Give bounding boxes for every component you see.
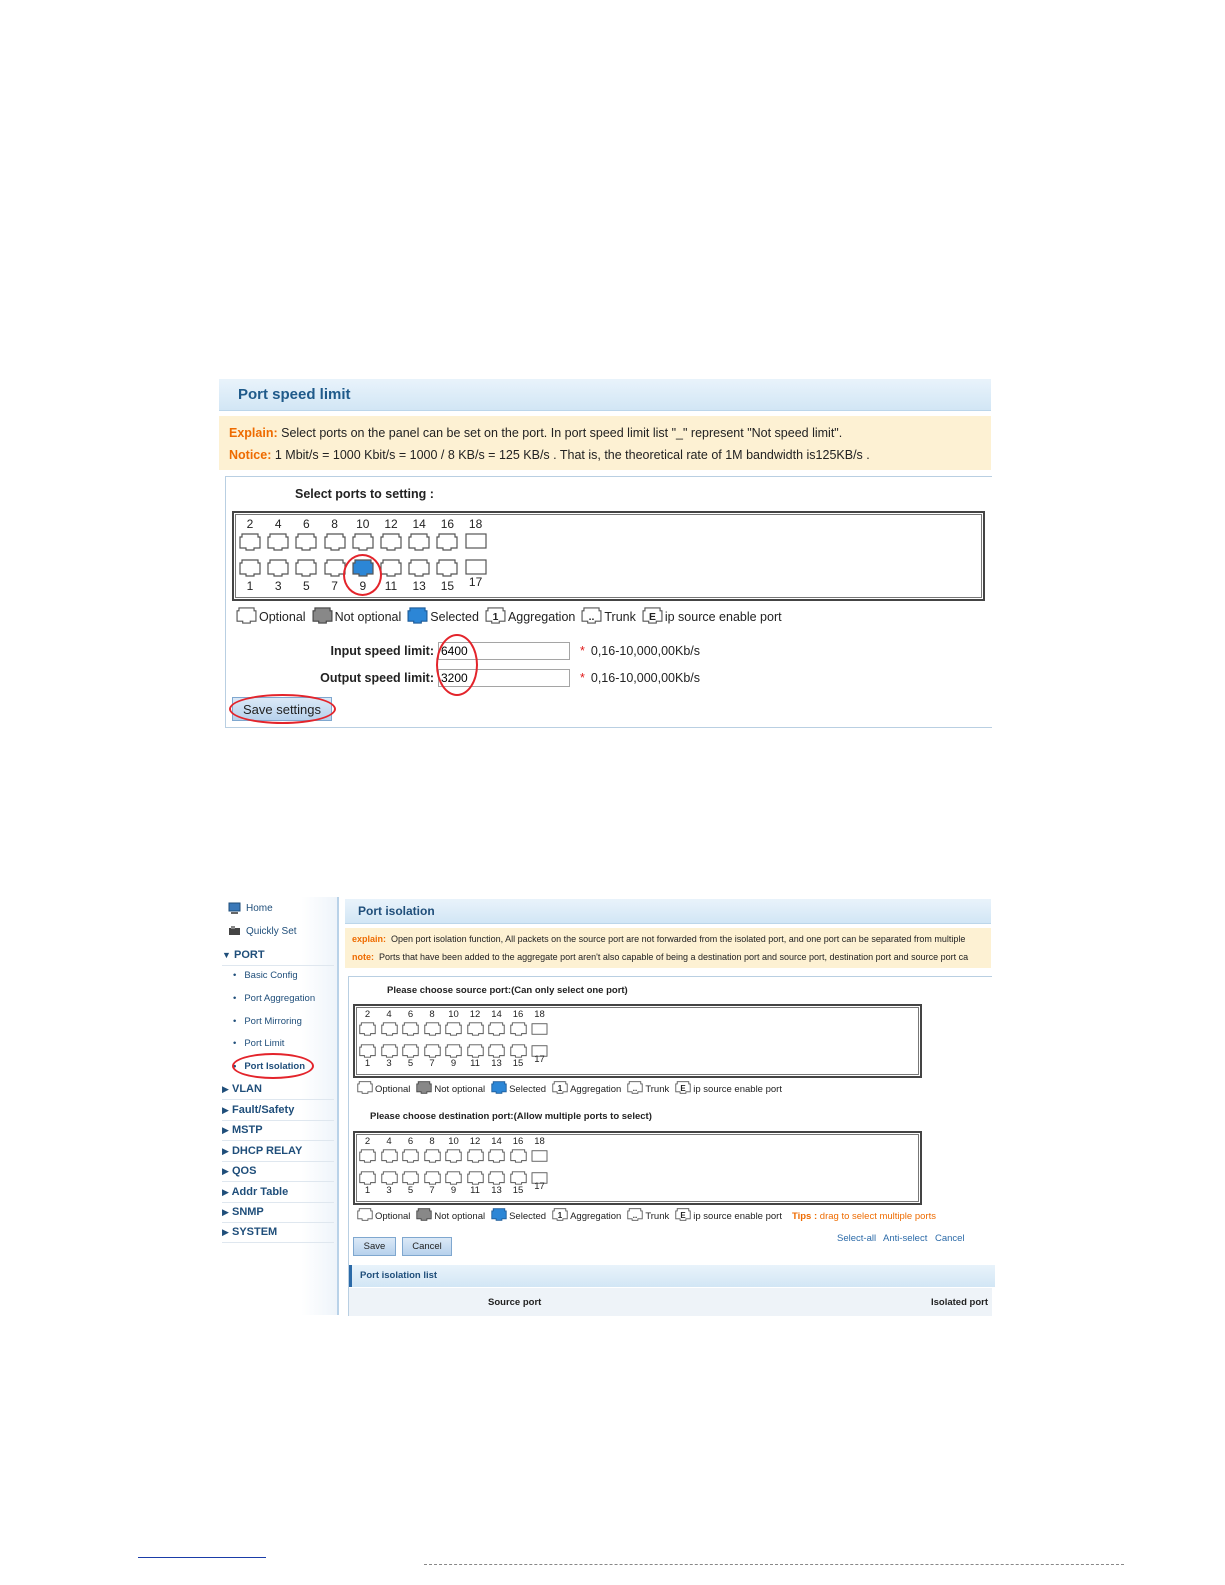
legend-ip-source-label: ip source enable port [664, 610, 782, 624]
port-number-13: 13 [491, 1058, 502, 1069]
port-6-icon[interactable] [402, 1022, 419, 1041]
port-number-10: 10 [448, 1009, 459, 1020]
port-8-icon[interactable] [424, 1022, 441, 1041]
port-number-17: 17 [534, 1054, 545, 1065]
footer-dotted-rule [424, 1564, 1124, 1565]
explain-text: Open port isolation function, All packets on the source port are not forwarded from the isolated port, and one port can be separated from multiple [391, 934, 966, 944]
port-number-18: 18 [468, 517, 483, 531]
legend-trunk-label: Trunk [645, 1210, 670, 1222]
port-16-icon[interactable] [510, 1149, 527, 1168]
input-range-note: 0,16-10,000,00Kb/s [590, 644, 700, 658]
port-number-1: 1 [364, 1185, 371, 1196]
port-number-7: 7 [429, 1185, 435, 1196]
col-isolated-port: Isolated port [931, 1297, 989, 1308]
explain-box [219, 416, 991, 470]
sfp-port-18-icon[interactable] [531, 1022, 548, 1040]
nav-mstp-label: MSTP [231, 1124, 263, 1136]
caret-right-icon: ▶ [222, 1146, 229, 1156]
legend-ip-source [675, 1208, 782, 1224]
legend-not-optional [416, 1208, 485, 1224]
port-number-11: 11 [470, 1058, 480, 1069]
note-label: note: [352, 952, 374, 962]
svg-text:..: .. [588, 611, 595, 623]
optional-port-icon [357, 1081, 375, 1097]
cancel-button[interactable]: Cancel [402, 1237, 452, 1256]
svg-text:E: E [648, 611, 656, 623]
input-speed-label: Input speed limit: [330, 644, 434, 658]
nav-snmp[interactable] [222, 1206, 334, 1223]
source-port-title: Please choose source port:(Can only select one port) [387, 985, 628, 996]
port-2-icon[interactable] [359, 1022, 376, 1041]
explain-label: Explain: [229, 426, 278, 440]
port-16-icon[interactable] [510, 1022, 527, 1041]
legend-ip-source-label: ip source enable port [693, 1083, 782, 1095]
port-number-7: 7 [429, 1058, 435, 1069]
port-10-icon[interactable] [445, 1022, 462, 1041]
tips-label: Tips : [791, 1210, 818, 1222]
save-settings-button[interactable]: Save settings [232, 697, 332, 721]
port-8-icon[interactable] [324, 533, 346, 556]
legend-trunk [627, 1208, 669, 1224]
port-number-2: 2 [364, 1136, 371, 1147]
output-range-note: 0,16-10,000,00Kb/s [590, 671, 700, 685]
port-number-1: 1 [246, 579, 254, 593]
aggregation-port-icon [485, 607, 508, 627]
port-number-3: 3 [386, 1058, 392, 1069]
port-number-16: 16 [440, 517, 455, 531]
caret-down-icon: ▼ [222, 950, 231, 960]
port-number-12: 12 [469, 1009, 481, 1020]
aggregation-port-icon [552, 1081, 570, 1097]
legend-aggregation-label: Aggregation [570, 1083, 622, 1095]
port-number-4: 4 [274, 517, 282, 531]
port-number-15: 15 [512, 1185, 524, 1196]
nav-system[interactable] [222, 1226, 334, 1243]
legend-optional [236, 607, 306, 627]
port-number-18: 18 [534, 1009, 545, 1020]
explain-row [352, 934, 965, 944]
select-ports-title: Select ports to setting : [295, 487, 434, 501]
legend-trunk [581, 607, 636, 627]
ip-source-port-icon [642, 607, 665, 627]
port-number-10: 10 [356, 517, 370, 531]
port-2-icon[interactable] [359, 1149, 376, 1168]
port-number-1: 1 [364, 1058, 371, 1069]
selected-port-icon [491, 1208, 509, 1224]
port-12-icon[interactable] [467, 1022, 484, 1041]
port-number-8: 8 [429, 1136, 435, 1147]
port-number-16: 16 [512, 1009, 524, 1020]
caret-right-icon: ▶ [222, 1125, 229, 1135]
port-number-6: 6 [407, 1009, 414, 1020]
nav-quickly-set[interactable] [228, 925, 297, 938]
col-source-port: Source port [488, 1297, 542, 1308]
trunk-port-icon [627, 1208, 645, 1224]
explain-label: explain: [352, 934, 387, 944]
explain-text: Select ports on the panel can be set on the port. In port speed limit list "_" represent "Not speed limit". [281, 426, 843, 440]
nav-system-label: SYSTEM [231, 1226, 278, 1238]
legend-selected-label: Selected [509, 1210, 547, 1222]
tips-body: drag to select multiple ports [819, 1210, 936, 1222]
port-number-14: 14 [491, 1009, 502, 1020]
legend-not-optional [312, 607, 402, 627]
port-number-6: 6 [303, 517, 310, 531]
port-number-11: 11 [384, 579, 398, 593]
nav-dhcp-relay[interactable] [222, 1145, 334, 1162]
nav-fault-safety-label: Fault/Safety [231, 1104, 295, 1116]
ip-source-port-icon [675, 1208, 693, 1224]
caret-right-icon: ▶ [222, 1166, 229, 1176]
isolation-panel [348, 976, 992, 1316]
legend-aggregation [552, 1081, 621, 1097]
sidebar [219, 897, 339, 1315]
port-2-icon[interactable] [239, 533, 261, 556]
svg-text:1: 1 [557, 1210, 563, 1220]
port-legend [236, 607, 788, 627]
nav-port-mirroring[interactable]: • Port Mirroring [233, 1016, 302, 1027]
port-number-4: 4 [386, 1136, 392, 1147]
port-number-4: 4 [386, 1009, 392, 1020]
caret-right-icon: ▶ [222, 1105, 229, 1115]
anti-select-link[interactable]: Anti-select [883, 1233, 928, 1244]
page-title-bar [345, 899, 991, 924]
nav-port-limit[interactable]: • Port Limit [233, 1038, 284, 1049]
port-number-7: 7 [331, 579, 338, 593]
selected-port-icon [407, 607, 430, 627]
svg-text:E: E [680, 1083, 686, 1093]
destination-port-legend [357, 1208, 936, 1224]
port-number-5: 5 [303, 579, 310, 593]
port-12-icon[interactable] [380, 533, 402, 556]
port-4-icon[interactable] [267, 533, 289, 556]
page-title: Port isolation [358, 904, 435, 918]
port-number-12: 12 [384, 517, 398, 531]
port-number-5: 5 [407, 1058, 414, 1069]
output-speed-note: * 0,16-10,000,00Kb/s [580, 671, 700, 685]
caret-right-icon: ▶ [222, 1207, 229, 1217]
legend-aggregation [552, 1208, 621, 1224]
caret-right-icon: ▶ [222, 1084, 229, 1094]
not-optional-port-icon [416, 1081, 434, 1097]
port-number-2: 2 [246, 517, 254, 531]
ip-source-port-icon [675, 1081, 693, 1097]
legend-selected-label: Selected [430, 610, 479, 624]
not-optional-port-icon [416, 1208, 434, 1224]
legend-optional [357, 1208, 410, 1224]
svg-text:..: .. [633, 1083, 638, 1093]
nav-mstp[interactable] [222, 1124, 334, 1141]
isolation-list-bar [349, 1265, 995, 1287]
legend-optional [357, 1081, 410, 1097]
legend-aggregation [485, 607, 575, 627]
legend-selected-label: Selected [509, 1083, 547, 1095]
legend-optional-label: Optional [259, 610, 306, 624]
port-14-icon[interactable] [488, 1149, 505, 1168]
page-title-bar [219, 379, 991, 411]
explain-row [229, 426, 842, 440]
legend-selected [491, 1081, 546, 1097]
legend-aggregation-label: Aggregation [570, 1210, 622, 1222]
port-10-icon[interactable] [445, 1149, 462, 1168]
port-number-5: 5 [407, 1185, 414, 1196]
port-speed-limit-screenshot [219, 379, 991, 727]
nav-home-label: Home [246, 903, 273, 914]
port-number-16: 16 [512, 1136, 524, 1147]
optional-port-icon [357, 1208, 375, 1224]
legend-trunk-label: Trunk [645, 1083, 670, 1095]
legend-ip-source [642, 607, 782, 627]
source-port-panel [353, 1004, 922, 1078]
input-speed-field[interactable] [438, 642, 570, 660]
legend-selected [491, 1208, 546, 1224]
legend-optional-label: Optional [375, 1083, 411, 1095]
source-port-legend [357, 1081, 788, 1097]
selected-port-icon [491, 1081, 509, 1097]
home-icon [228, 902, 241, 915]
port-number-17: 17 [468, 575, 483, 589]
legend-selected [407, 607, 479, 627]
footer-link-underline [138, 1557, 266, 1558]
quickly-set-icon [228, 925, 241, 938]
port-number-18: 18 [534, 1136, 545, 1147]
port-number-9: 9 [450, 1058, 457, 1069]
nav-port-aggregation[interactable]: • Port Aggregation [233, 993, 315, 1004]
port-number-2: 2 [364, 1009, 371, 1020]
caret-right-icon: ▶ [222, 1187, 229, 1197]
svg-text:1: 1 [492, 611, 499, 623]
legend-not-optional-label: Not optional [334, 610, 402, 624]
legend-not-optional-label: Not optional [434, 1210, 486, 1222]
destination-port-panel [353, 1131, 922, 1205]
optional-port-icon [236, 607, 259, 627]
notice-label: Notice: [229, 448, 272, 462]
port-number-11: 11 [470, 1185, 480, 1196]
port-10-icon[interactable] [352, 533, 374, 556]
explain-box [345, 928, 991, 968]
port-number-8: 8 [331, 517, 338, 531]
caret-right-icon: ▶ [222, 1227, 229, 1237]
nav-vlan-label: VLAN [231, 1083, 262, 1095]
legend-optional-label: Optional [375, 1210, 411, 1222]
nav-port[interactable] [222, 949, 334, 966]
nav-port-label: PORT [233, 949, 265, 961]
nav-dhcp-relay-label: DHCP RELAY [231, 1145, 303, 1157]
legend-not-optional-label: Not optional [434, 1083, 486, 1095]
notice-text: 1 Mbit/s = 1000 Kbit/s = 1000 / 8 KB/s = 125 KB/s . That is, the theoretical rate of 1M bandwidth is125KB/s . [274, 448, 870, 462]
save-button[interactable]: Save [353, 1237, 396, 1256]
nav-qos[interactable] [222, 1165, 334, 1182]
port-number-15: 15 [512, 1058, 524, 1069]
port-number-13: 13 [491, 1185, 502, 1196]
nav-basic-config[interactable]: • Basic Config [233, 970, 298, 981]
port-number-14: 14 [491, 1136, 502, 1147]
legend-aggregation-label: Aggregation [507, 610, 576, 624]
port-4-icon[interactable] [381, 1022, 398, 1041]
port-number-8: 8 [429, 1009, 435, 1020]
select-all-link[interactable]: Select-all [837, 1233, 877, 1244]
port-16-icon[interactable] [436, 533, 458, 556]
svg-text:E: E [680, 1210, 686, 1220]
port-panel [232, 511, 985, 601]
port-number-10: 10 [448, 1136, 459, 1147]
output-speed-label: Output speed limit: [320, 671, 434, 685]
not-optional-port-icon [312, 607, 335, 627]
sfp-port-18-icon[interactable] [465, 533, 487, 554]
svg-text:1: 1 [557, 1083, 563, 1093]
port-8-icon[interactable] [424, 1149, 441, 1168]
port-14-icon[interactable] [408, 533, 430, 556]
trunk-port-icon [627, 1081, 645, 1097]
trunk-port-icon [581, 607, 604, 627]
nav-fault-safety[interactable] [222, 1104, 334, 1121]
legend-ip-source-label: ip source enable port [693, 1210, 782, 1222]
legend-trunk [627, 1081, 669, 1097]
sfp-port-18-icon[interactable] [531, 1149, 548, 1167]
port-number-12: 12 [469, 1136, 481, 1147]
port-12-icon[interactable] [467, 1149, 484, 1168]
port-number-13: 13 [412, 579, 426, 593]
notice-row [229, 448, 870, 462]
note-row [352, 952, 968, 962]
nav-addr-table[interactable] [222, 1186, 334, 1203]
output-speed-field[interactable] [438, 669, 570, 687]
tips-text [792, 1211, 936, 1222]
main-content [345, 897, 991, 1315]
settings-panel [225, 476, 992, 728]
page-title: Port speed limit [238, 386, 351, 403]
port-number-9: 9 [359, 579, 367, 593]
cancel-link[interactable]: Cancel [935, 1233, 965, 1244]
port-number-3: 3 [386, 1185, 392, 1196]
destination-port-title: Please choose destination port:(Allow multiple ports to select) [370, 1111, 652, 1122]
nav-vlan[interactable] [222, 1083, 334, 1100]
port-14-icon[interactable] [488, 1022, 505, 1041]
port-number-14: 14 [412, 517, 426, 531]
port-isolation-screenshot [219, 897, 991, 1315]
table-header [349, 1288, 992, 1316]
port-number-17: 17 [534, 1181, 545, 1192]
port-4-icon[interactable] [381, 1149, 398, 1168]
nav-snmp-label: SNMP [231, 1206, 264, 1218]
aggregation-port-icon [552, 1208, 570, 1224]
nav-qos-label: QOS [231, 1165, 257, 1177]
legend-trunk-label: Trunk [604, 610, 636, 624]
legend-ip-source [675, 1081, 782, 1097]
legend-not-optional [416, 1081, 485, 1097]
nav-home[interactable] [228, 902, 273, 915]
port-6-icon[interactable] [402, 1149, 419, 1168]
svg-text:..: .. [633, 1210, 638, 1220]
isolation-list-title: Port isolation list [360, 1270, 438, 1281]
note-text: Ports that have been added to the aggregate port aren't also capable of being a destination port and source port, destination port and source port ca [379, 952, 969, 962]
port-number-6: 6 [407, 1136, 414, 1147]
port-number-15: 15 [440, 579, 455, 593]
port-number-9: 9 [450, 1185, 457, 1196]
port-number-3: 3 [274, 579, 282, 593]
input-speed-note: * 0,16-10,000,00Kb/s [580, 644, 700, 658]
nav-addr-table-label: Addr Table [231, 1186, 289, 1198]
nav-quickly-set-label: Quickly Set [246, 926, 297, 937]
port-6-icon[interactable] [295, 533, 317, 556]
nav-port-isolation[interactable]: • Port Isolation [233, 1061, 305, 1072]
